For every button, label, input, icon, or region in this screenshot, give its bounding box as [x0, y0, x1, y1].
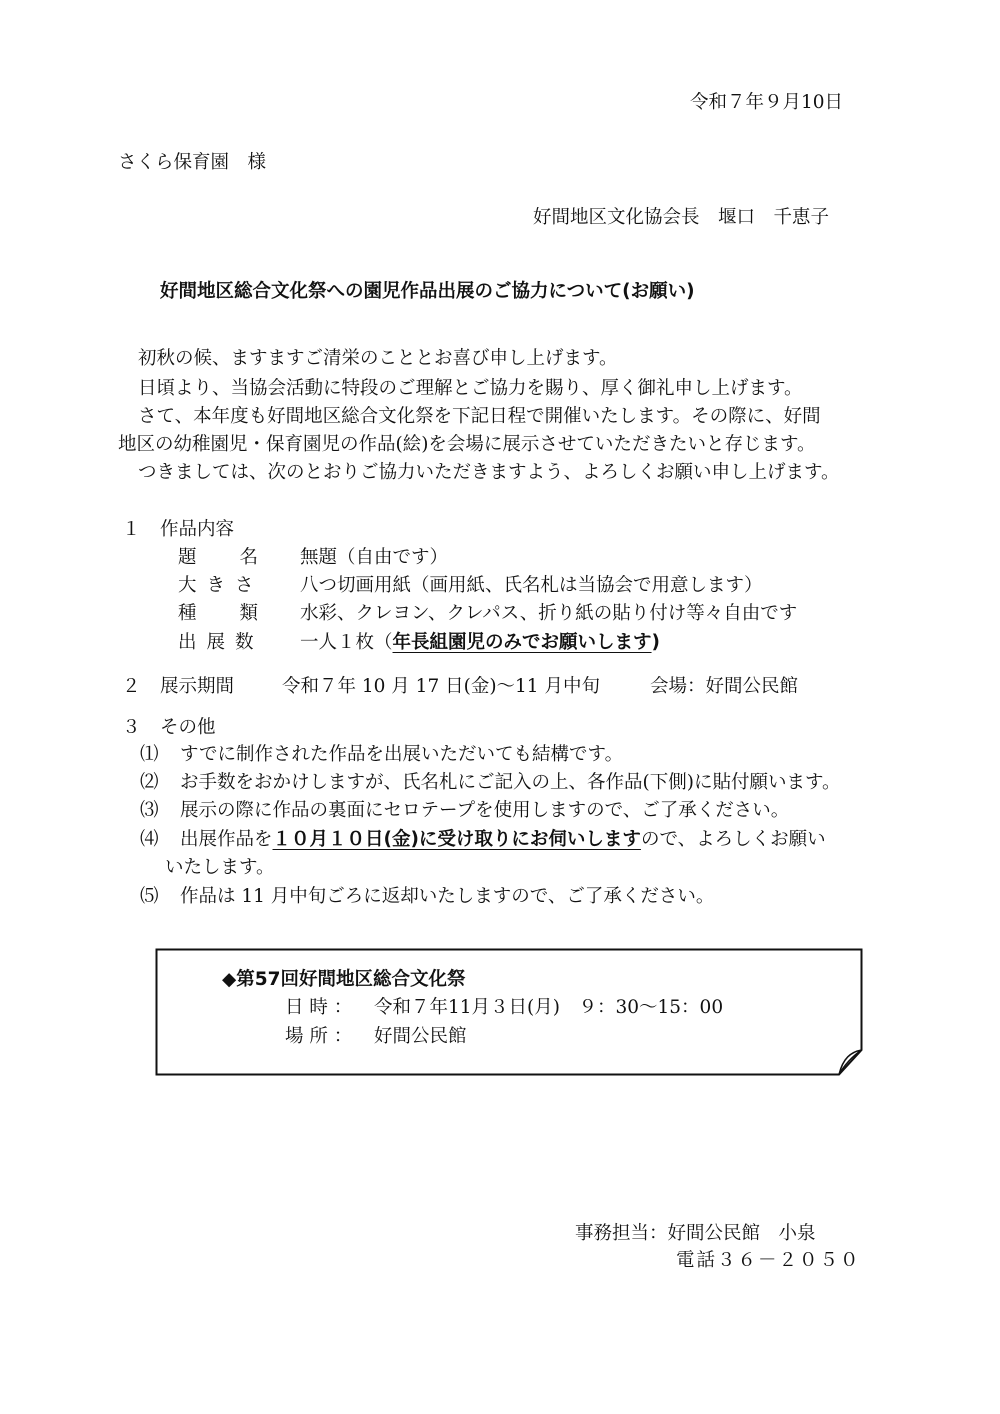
other-item-4-pre: 出展作品を: [180, 829, 273, 850]
body-line-2: 日頃より、当協会活動に特段のご理解とご協力を賜り、厚く御礼申し上げます。: [138, 378, 803, 399]
body-line-1: 初秋の候、ますますご清栄のこととお喜び申し上げます。: [138, 348, 618, 369]
row-value-count-text: 一人１枚（: [300, 632, 393, 653]
contact-person: 事務担当：好間公民館 小泉: [575, 1223, 816, 1244]
body-line-3: さて、本年度も好間地区総合文化祭を下記日程で開催いたします。その際に、好間: [138, 406, 821, 427]
other-item-3: 展示の際に作品の裏面にセロテープを使用しますので、ご了承ください。: [180, 800, 790, 821]
section2-number: ２: [122, 676, 141, 697]
other-item-4: [180, 828, 826, 852]
event-title: ◆第57回好間地区総合文化祭: [222, 969, 466, 990]
row-value-type: 水彩、クレヨン、クレパス、折り紙の貼り付け等々自由です: [300, 603, 798, 624]
event-datetime-label: 日 時 ：: [285, 997, 353, 1018]
recipient: さくら保育園 様: [118, 152, 267, 173]
row-value-count: [300, 631, 660, 655]
row-label-title: 題 名: [178, 547, 261, 568]
row-label-type: 種 類: [178, 603, 261, 624]
contact-phone: 電話３６－２０５０: [676, 1250, 861, 1271]
other-item-4-post: ので、よろしくお願い: [640, 829, 826, 850]
row-value-title: 無題（自由です）: [300, 547, 449, 568]
other-item-4-num: ⑷: [140, 829, 159, 850]
sender: 好間地区文化協会長 堰口 千恵子: [533, 207, 830, 228]
other-item-5: 作品は 11 月中旬ごろに返却いたしますので、ご了承ください。: [180, 886, 715, 907]
section3-heading: その他: [160, 717, 216, 738]
exhibit-period: 令和７年 10 月 17 日(金)～11 月中旬: [282, 676, 600, 697]
letter-title: 好間地区総合文化祭への園児作品出展のご協力について(お願い): [160, 281, 695, 302]
row-label-count: 出展数: [178, 632, 264, 653]
section3-number: ３: [122, 717, 141, 738]
section2-heading: 展示期間: [160, 676, 235, 697]
other-item-4-cont: いたします。: [165, 857, 275, 878]
row-value-size: 八つ切画用紙（画用紙、氏名札は当協会で用意します）: [300, 575, 763, 596]
other-item-1: すでに制作された作品を出展いただいても結構です。: [180, 744, 624, 765]
exhibit-venue: 会場：好間公民館: [650, 676, 799, 697]
other-item-2-num: ⑵: [140, 772, 159, 793]
event-place: 好間公民館: [374, 1026, 467, 1047]
body-line-4: 地区の幼稚園児・保育園児の作品(絵)を会場に展示させていただきたいと存じます。: [118, 434, 816, 455]
pickup-date-emphasis: １０月１０日(金)に受け取りにお伺いします: [272, 829, 641, 850]
event-datetime: 令和７年11月３日(月) ９：30～15：00: [374, 997, 724, 1018]
section1-number: １: [122, 519, 141, 540]
other-item-1-num: ⑴: [140, 744, 159, 765]
letter-date: 令和７年９月10日: [690, 92, 844, 113]
other-item-5-num: ⑸: [140, 886, 159, 907]
event-place-label: 場 所 ：: [285, 1026, 353, 1047]
section1-heading: 作品内容: [160, 519, 235, 540]
body-line-5: つきましては、次のとおりご協力いただきますよう、よろしくお願い申し上げます。: [138, 462, 840, 483]
row-value-count-emphasis: 年長組園児のみでお願いします: [392, 632, 652, 653]
row-value-count-end: ): [651, 632, 660, 653]
other-item-2: お手数をおかけしますが、氏名札にご記入の上、各作品(下側)に貼付願います。: [180, 772, 841, 793]
row-label-size: 大きさ: [178, 575, 264, 596]
other-item-3-num: ⑶: [140, 800, 159, 821]
